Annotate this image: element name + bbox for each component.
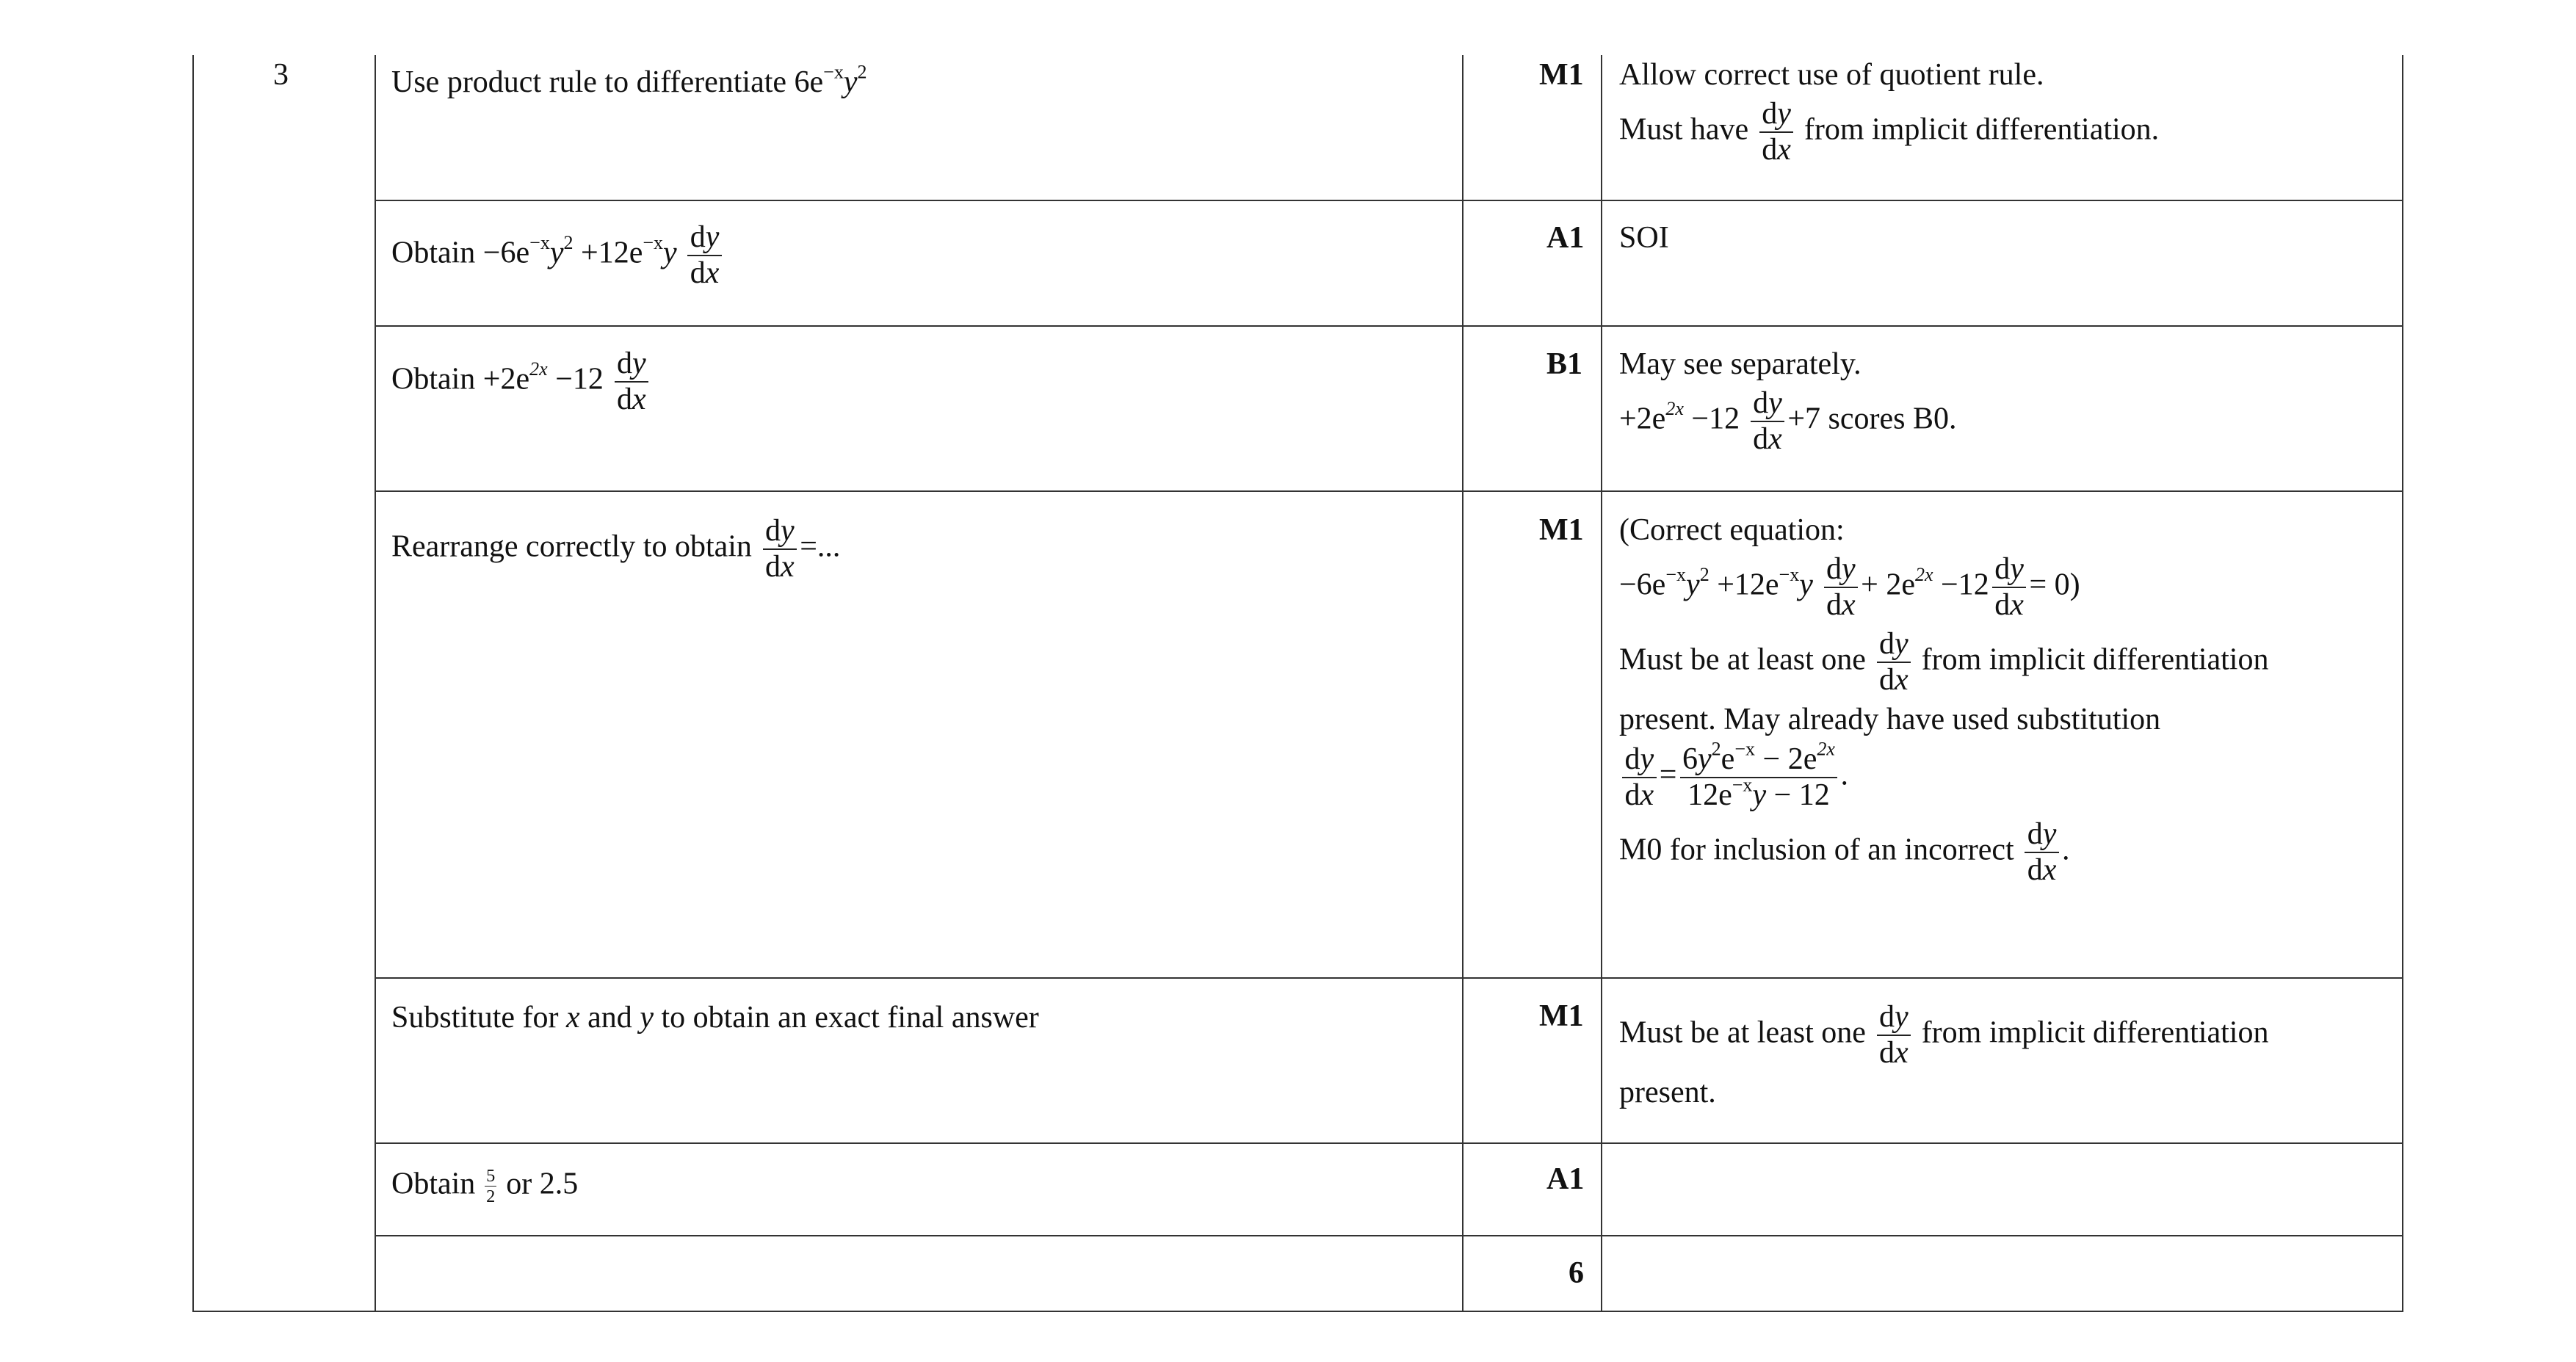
dy-dx-fraction: $\frac{dy}{dx}$	[1877, 627, 1911, 698]
guidance-text-part: Must have	[1619, 112, 1749, 147]
mark-code: M1	[1539, 513, 1584, 547]
dy-dx-fraction: $\frac{dy}{dx}$	[1759, 97, 1793, 167]
exponent: 2	[857, 61, 867, 83]
grid-line	[375, 977, 2403, 979]
guidance-text-part: +2e	[1619, 402, 1666, 436]
guidance-line: (Correct equation:	[1619, 513, 1845, 547]
step-text-part: =...	[800, 529, 841, 564]
grid-line	[375, 490, 2403, 492]
exponent: 2x	[529, 358, 548, 380]
grid-line	[1462, 55, 1464, 1312]
dy-dx-fraction: $\frac{dy}{dx}$	[763, 514, 797, 584]
substitution-fraction: $\frac{6y^2e^{-x} - 2e^{2x}}{12e^{-x}y - 12}$	[1680, 742, 1838, 813]
guidance-line: Allow correct use of quotient rule.	[1619, 58, 2044, 92]
step-text	[391, 220, 725, 291]
dy-dx-fraction: $\frac{dy}{dx}$	[2025, 817, 2058, 888]
exponent: −x	[823, 61, 844, 83]
dy-dx-fraction: $\frac{dy}{dx}$	[1877, 1000, 1911, 1071]
dy-dx-fraction: $\frac{dy}{dx}$	[1751, 386, 1784, 457]
exponent: −x	[643, 231, 664, 253]
guidance-equation: $\frac{dy}{dx}$ = $\frac{6y^2e^{-x} - 2e^{2x}}{12e^{-x}y - 12}$ .	[1619, 742, 2268, 813]
grid-line	[192, 1311, 2403, 1312]
grid-line	[192, 55, 194, 1312]
guidance-text-part: scores B0.	[1820, 402, 1957, 436]
total-marks: 6	[1569, 1256, 1584, 1290]
dy-dx-fraction: $\frac{dy}{dx}$	[1992, 552, 2026, 623]
exponent: 2	[563, 231, 574, 253]
guidance-line: M0 for inclusion of an incorrect $\frac{dy}{dx}$ .	[1619, 816, 2070, 887]
variable: y	[663, 236, 677, 270]
grid-line	[375, 200, 2403, 201]
variable: y	[549, 236, 564, 270]
step-text-part: −12	[547, 362, 604, 396]
grid-line	[1601, 55, 1602, 1312]
step-text-part: Use product rule to differentiate 6e	[391, 65, 824, 99]
guidance-line: Must be at least one $\frac{dy}{dx}$ from implicit differentiation	[1619, 627, 2269, 698]
step-text-part: Rearrange correctly to obtain	[391, 529, 752, 564]
mark-code: A1	[1546, 1162, 1585, 1196]
guidance-text	[1619, 57, 2159, 172]
dy-dx-fraction: $\frac{dy}{dx}$	[1824, 552, 1858, 623]
step-text-part: +12e	[573, 236, 643, 270]
mark-code: M1	[1539, 58, 1584, 92]
mark-code: M1	[1539, 999, 1584, 1033]
guidance-text	[1619, 512, 2268, 892]
guidance-text: SOI	[1619, 221, 1669, 255]
guidance-line	[1619, 386, 1957, 457]
exponent: −x	[529, 231, 550, 253]
guidance-line: Must be at least one $\frac{dy}{dx}$ from implicit differentiation	[1619, 1000, 2269, 1071]
step-text: Substitute for x and y to obtain an exact final answer	[391, 1001, 1039, 1035]
dy-dx-fraction: $\frac{dy}{dx}$	[687, 220, 721, 291]
guidance-line: present. May already have used substitution	[1619, 703, 2161, 737]
step-text	[391, 61, 867, 100]
grid-line	[2402, 55, 2403, 1312]
grid-line	[375, 1235, 2403, 1236]
guidance-text-part: +7	[1787, 402, 1821, 436]
step-text-part: Obtain +2e	[391, 362, 530, 396]
guidance-line	[1619, 97, 2159, 167]
grid-line	[375, 1142, 2403, 1144]
step-text: Obtain $\frac{5}{2}$ or 2.5	[391, 1166, 579, 1207]
guidance-line: May see separately.	[1619, 347, 1862, 381]
step-text	[391, 514, 840, 584]
guidance-text	[1619, 347, 1957, 461]
dy-dx-fraction: $\frac{dy}{dx}$	[1622, 742, 1656, 813]
five-halves-fraction: $\frac{5}{2}$	[486, 1166, 496, 1207]
mark-code: A1	[1546, 221, 1585, 255]
guidance-text-part: −12	[1683, 402, 1740, 436]
step-text-part: Obtain −6e	[391, 236, 530, 270]
guidance-line: present.	[1619, 1076, 1716, 1110]
guidance-text-part: from implicit differentiation.	[1803, 112, 2160, 147]
guidance-equation: $-6e^{-x}y^2 +12e^{-x}y$ $\frac{dy}{dx}$ + $2e^{2x} -12$ $\frac{dy}{dx}$ = 0)	[1619, 552, 2080, 623]
guidance-text	[1619, 1000, 2268, 1115]
mark-code: B1	[1546, 347, 1583, 381]
variable: y	[843, 65, 858, 99]
grid-line	[375, 55, 376, 1312]
grid-line	[375, 325, 2403, 327]
step-text	[391, 347, 651, 417]
question-number: 3	[273, 58, 289, 92]
exponent: 2x	[1665, 398, 1684, 420]
dy-dx-fraction: $\frac{dy}{dx}$	[615, 347, 648, 417]
